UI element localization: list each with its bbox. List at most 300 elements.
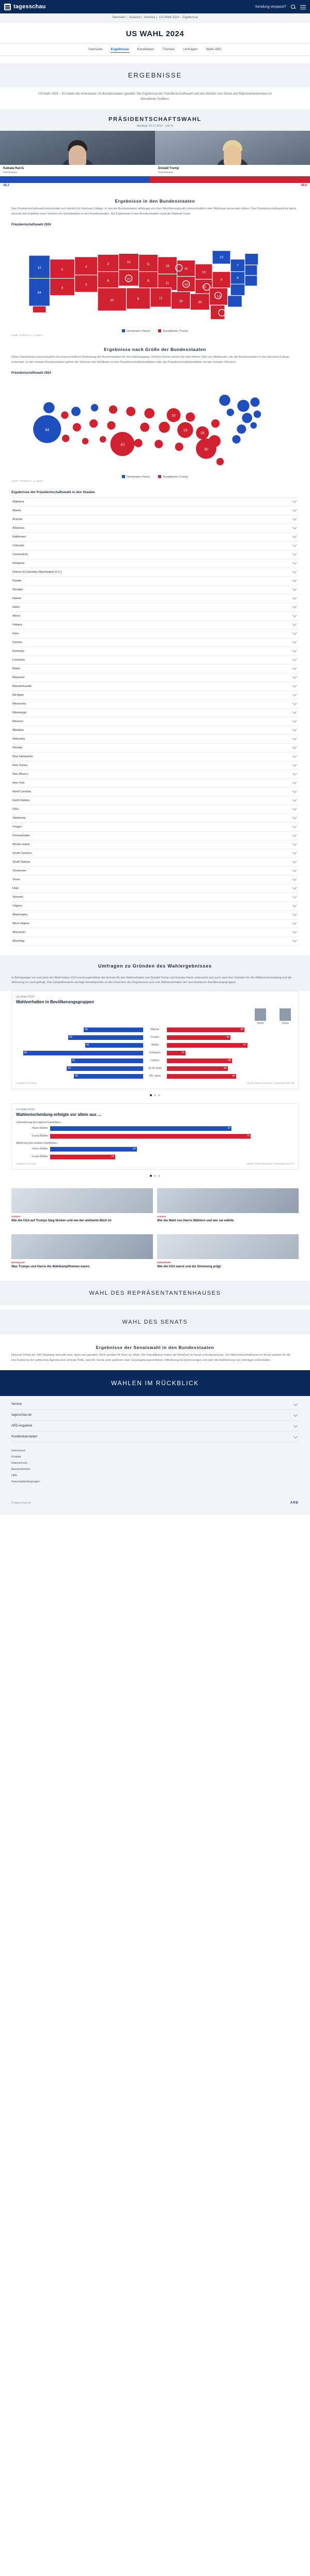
chart1-row <box>16 1058 294 1063</box>
state-label: Oregon <box>12 825 22 829</box>
state-row-maine[interactable] <box>11 665 299 673</box>
electoral-map-source: Quelle: AP/Edison u. a. eigene <box>11 333 43 336</box>
state-row-hawaii[interactable] <box>11 594 299 603</box>
chevron-down-icon <box>292 631 297 635</box>
state-row-west-virginia[interactable] <box>11 919 299 928</box>
states-accordion-title: Ergebnisse der Präsidentschaftswahl in den Staaten <box>11 490 95 494</box>
chart1-title: Wahlverhalten in Bevölkerungsgruppen <box>16 1000 94 1005</box>
harris-name: Kamala Harris <box>3 167 24 171</box>
bubble-legend <box>0 472 310 479</box>
svg-text:30: 30 <box>204 447 208 452</box>
svg-text:19: 19 <box>183 427 188 433</box>
teaser-tag-2: Hintergrund <box>11 1261 25 1264</box>
state-label: Wyoming <box>12 939 25 943</box>
teaser-card-3[interactable] <box>157 1234 299 1269</box>
state-row-colorado[interactable] <box>11 542 299 550</box>
chevron-down-icon <box>292 780 297 784</box>
teaser-card-2[interactable] <box>11 1234 153 1269</box>
page-title: US WAHL 2024 <box>126 29 184 38</box>
bysize-chart-caption: Präsidentschaftswahl 2024 <box>11 371 51 375</box>
chevron-down-icon <box>292 710 297 714</box>
carousel-dot-2[interactable] <box>154 1094 156 1096</box>
chevron-down-icon <box>292 806 297 810</box>
chart1-source: Quelle: Edison Research / Nationaler Exit Poll <box>246 1082 294 1085</box>
footer-link-hilfe[interactable]: Hilfe <box>11 1474 18 1478</box>
house-title: WAHL DES REPRÄSENTANTENHAUSES <box>89 1290 221 1296</box>
state-row-illinois[interactable] <box>11 612 299 621</box>
chart1-legend <box>16 1008 294 1025</box>
tab-themen[interactable]: Themen <box>162 48 175 51</box>
bubble-map-svg <box>5 379 305 472</box>
state-row-new-mexico[interactable] <box>11 770 299 779</box>
carousel-dot-1[interactable] <box>150 1094 152 1096</box>
chart2-row <box>16 1133 294 1139</box>
harris-party: Demokraten <box>3 171 18 175</box>
svg-text:30: 30 <box>198 300 202 304</box>
chevron-down-icon <box>292 587 297 591</box>
teaser-image-3 <box>157 1234 299 1259</box>
state-row-washington[interactable] <box>11 911 299 919</box>
chart2-group-label: Ablehnung des anderen Kandidaten <box>16 1142 57 1145</box>
candidate-harris <box>0 131 155 176</box>
chevron-down-icon <box>292 525 297 529</box>
state-row-tennessee[interactable] <box>11 867 299 876</box>
footer-section-label: ARD-Angebote <box>11 1424 33 1428</box>
state-row-kentucky[interactable] <box>11 647 299 656</box>
state-row-iowa[interactable] <box>11 630 299 638</box>
chart1-category-label: Weiße <box>151 1044 159 1047</box>
results-intro: US-Wahl 2024 – So haben die Amerikaner US-Bundesstaaten gewählt. Die Ergebnisse der Präsidentschaftswahl und des Wahlen zum Senat und Repräsentantenhaus im interaktiven Grafiken. <box>38 93 272 101</box>
state-label: Montana <box>12 728 24 732</box>
tab-umfragen[interactable]: Umfragen <box>183 48 198 51</box>
teaser-row-1 <box>0 1184 310 1230</box>
chart2-group-label: Unterstützung des eigenen Kandidaten <box>16 1121 61 1125</box>
chart1-category-label: 18-29 Jahre <box>148 1067 162 1070</box>
state-label: Colorado <box>12 544 24 547</box>
state-label: Missouri <box>12 719 23 723</box>
footer-section-tagesschau[interactable] <box>11 1410 299 1421</box>
state-row-connecticut[interactable] <box>11 550 299 559</box>
chevron-down-icon <box>293 1423 298 1428</box>
chart2-row <box>16 1126 294 1131</box>
chevron-down-icon <box>292 578 297 582</box>
presidential-subtitle: Wahltag: 05.11.2024 · 100 % <box>136 125 174 128</box>
house-banner <box>0 1281 310 1306</box>
chart1-category-label: 65+ Jahre <box>149 1075 161 1078</box>
state-row-florida[interactable] <box>11 577 299 586</box>
state-row-louisiana[interactable] <box>11 656 299 665</box>
svg-text:14: 14 <box>216 295 221 299</box>
candidate-row <box>0 131 310 176</box>
teaser-card-1[interactable] <box>157 1188 299 1223</box>
breadcrumb-item-0[interactable]: Startseite <box>112 16 126 19</box>
state-row-rhode-island[interactable] <box>11 840 299 849</box>
search-icon[interactable] <box>290 4 296 10</box>
site-footer <box>0 1396 310 1494</box>
bubble-map-source: Quelle: AP/Edison u. a. eigene <box>11 479 43 482</box>
chevron-down-icon <box>292 543 297 547</box>
chart2-value: 74 <box>246 1134 250 1138</box>
state-label: Kentucky <box>12 649 25 653</box>
chevron-down-icon <box>293 1434 298 1438</box>
breadcrumb-item-2[interactable]: Amerika <box>144 16 156 19</box>
senate-result-heading: Ergebnisse der Senatswahl in den Bundesstaaten <box>96 1344 214 1350</box>
state-label: Illinois <box>12 614 21 618</box>
state-label: South Carolina <box>12 851 32 855</box>
svg-text:40: 40 <box>120 442 125 447</box>
bysize-heading: Ergebnisse nach Größe der Bundesstaaten <box>104 346 206 352</box>
state-label: Maryland <box>12 676 25 679</box>
bubbles-republican <box>61 405 224 465</box>
site-header <box>0 0 310 13</box>
harris-legend-label: Harris <box>257 1022 264 1025</box>
chart1-category-label: Frauen <box>151 1036 159 1039</box>
svg-text:11: 11 <box>159 296 163 300</box>
chevron-down-icon <box>292 745 297 749</box>
chevron-down-icon <box>292 657 297 661</box>
state-row-minnesota[interactable] <box>11 700 299 709</box>
footer-section-ard-angebote[interactable] <box>11 1421 299 1432</box>
state-row-virginia[interactable] <box>11 902 299 911</box>
state-row-missouri[interactable] <box>11 717 299 726</box>
state-row-kansas[interactable] <box>11 638 299 647</box>
senate-result-body: Etwa ein Drittel der 100 Sitzplätze wird alle zwei Jahre neu gewählt. 2024 standen 34 Sitze zur Wahl. Die Republikaner haben die Mehrheit im Senat zurückgewonnen. Die Mehrheitsverhältnisse im Senat spielten für die Durchsetzung der politischen Agenda eine zentrale Rolle, weil der Senat unter anderem über Gesetzgebungsverfahren, Mitwirkung bei Ernennungen und über die Ratifizierung von Verträgen entscheidet. <box>11 1353 291 1362</box>
chart2-title: Wahlentscheidung erfolgte vor allem aus ... <box>16 1112 101 1117</box>
trump-thumb <box>280 1008 291 1021</box>
state-row-kalifornien[interactable] <box>11 533 299 542</box>
state-label: New Jersey <box>12 763 28 767</box>
chevron-down-icon <box>292 815 297 819</box>
footer-link-barrierefreiheit[interactable]: Barrierefreiheit <box>11 1468 30 1471</box>
brand-area[interactable] <box>4 4 46 10</box>
chart1-value-trump: 55 <box>240 1028 244 1032</box>
chart2-source: Quelle: Edison Research / Nationaler Exit Poll <box>246 1162 294 1166</box>
svg-text:8: 8 <box>147 279 149 283</box>
state-label: Nebraska <box>12 737 25 741</box>
svg-text:16: 16 <box>172 412 176 418</box>
state-label: Texas <box>12 878 20 881</box>
chevron-down-icon <box>292 639 297 643</box>
chevron-down-icon <box>292 789 297 793</box>
state-row-georgia[interactable] <box>11 586 299 594</box>
footer-section-rundfunkanstalten[interactable] <box>11 1432 299 1443</box>
svg-text:9: 9 <box>61 286 64 290</box>
state-label: Vermont <box>12 895 23 899</box>
bubble-legend-democrats: Demokraten (Harris) <box>122 475 150 479</box>
tab-ergebnisse[interactable]: Ergebnisse <box>111 47 130 53</box>
state-row-pennsylvania[interactable] <box>11 832 299 840</box>
state-row-new-hampshire[interactable] <box>11 753 299 761</box>
senate-title: WAHL DES SENATS <box>122 1318 188 1325</box>
state-row-oregon[interactable] <box>11 823 299 832</box>
teaser-tag-1: Analyse <box>157 1215 166 1218</box>
carousel-dot-1[interactable] <box>150 1175 152 1177</box>
chevron-down-icon <box>293 1413 298 1417</box>
chart1-row <box>16 1050 294 1055</box>
svg-text:19: 19 <box>184 283 188 287</box>
state-row-utah[interactable] <box>11 884 299 893</box>
legend-democrats: Demokraten (Harris) <box>122 329 150 333</box>
chevron-down-icon <box>292 534 297 538</box>
electoral-heading: Ergebnisse in den Bundesstaaten <box>115 198 195 204</box>
electoral-body: Das Präsidentschaftswahl entscheidet sich letztlich im Electoral College. In das die Bundesstaaten abhängig von ihrer Bevölkerungszahl unterschiedlich viele Wahlleute entsenden dürfen. Das Präsidentschaftswahl ist damit deshalb das Ergebnis einer Summe von Einzelwahlen in den Bundesstaaten. Die Ergebnisse in den Bundesstaaten zeigt die folgende Karte. <box>11 207 296 216</box>
chart2-value: 32 <box>133 1147 136 1151</box>
electoral-legend <box>0 326 310 333</box>
teaser-tag-0: Analyse <box>11 1215 21 1218</box>
state-row-wyoming[interactable] <box>11 937 299 946</box>
state-row-nevada[interactable] <box>11 744 299 753</box>
trump-face-shape <box>224 145 241 165</box>
chart1-value-trump: 57 <box>243 1044 246 1047</box>
chevron-down-icon <box>292 921 297 925</box>
state-label: Massachusetts <box>12 684 32 688</box>
chart1-row <box>16 1066 294 1071</box>
chart2-row <box>16 1146 294 1152</box>
state-label: New Mexico <box>12 772 28 776</box>
surveys-body: In Befragungen vor und nach der Wahl haben US-Forschungsinstitute die Gründe für das Wahlverhalten von Donald Trump und Kamala Harris untersucht und auch nach den Gründen für die Wählerentscheidung und die Stimmung im Land gefragt. Das Sympathiewerte wichtige Anhaltspunkte zu den Ursachen des Ergebnisses und zum Wählerverhalten der verschiedenen Bevölkerungsgruppen. <box>0 972 310 991</box>
state-label: Louisiana <box>12 658 25 662</box>
chevron-down-icon <box>292 877 297 881</box>
chart1-value-trump: 43 <box>223 1067 227 1070</box>
chevron-down-icon <box>292 798 297 802</box>
electoral-map[interactable] <box>5 231 305 326</box>
chart1-category-label: Schwarze <box>149 1051 161 1055</box>
state-label: Alaska <box>12 509 21 512</box>
chart2-category-label: Trump-Wähler <box>32 1155 48 1159</box>
carousel-dot-3[interactable] <box>158 1175 160 1177</box>
svg-text:54: 54 <box>45 427 50 432</box>
state-row-north-carolina[interactable] <box>11 788 299 796</box>
state-row-new-york[interactable] <box>11 779 299 788</box>
ard-logo: ARD <box>290 1501 299 1505</box>
teaser-title-0: Wie die USA auf Trumps Sieg blicken und wie der weltweite Blick ist <box>11 1219 112 1223</box>
chart1-category-label: Männer <box>150 1028 160 1032</box>
state-label: North Carolina <box>12 790 32 793</box>
chevron-down-icon <box>292 692 297 696</box>
state-row-oklahoma[interactable] <box>11 814 299 823</box>
state-label: Delaware <box>12 561 25 565</box>
chart1-value-harris: 42 <box>85 1028 88 1032</box>
teaser-title-3: Wie die USA warnt und die Stimmung prägt <box>157 1265 221 1269</box>
footer-bottom <box>0 1494 310 1515</box>
chevron-down-icon <box>292 938 297 942</box>
senate-banner <box>0 1310 310 1335</box>
chevron-down-icon <box>292 674 297 679</box>
svg-text:10: 10 <box>219 255 224 259</box>
state-label: Arizona <box>12 517 22 521</box>
state-label: Virginia <box>12 904 22 908</box>
state-row-dc[interactable] <box>11 568 299 577</box>
chevron-down-icon <box>292 604 297 608</box>
chart1-value-trump: 45 <box>226 1036 229 1039</box>
state-row-montana[interactable] <box>11 726 299 735</box>
footer-section-label: tagesschau.de <box>11 1414 32 1417</box>
chevron-down-icon <box>292 499 297 503</box>
brand-label: tagesschau <box>13 4 46 10</box>
carousel-dot-2[interactable] <box>154 1175 156 1177</box>
state-label: Connecticut <box>12 553 28 556</box>
state-row-arkansas[interactable] <box>11 524 299 533</box>
state-row-north-dakota[interactable] <box>11 796 299 805</box>
chart1-value-trump: 46 <box>228 1059 231 1063</box>
state-row-south-carolina[interactable] <box>11 849 299 858</box>
svg-text:16: 16 <box>200 430 205 435</box>
results-title: ERGEBNISSE <box>128 71 182 79</box>
bubble-legend-republicans: Republikaner (Trump) <box>158 475 188 479</box>
chart1-category-label: Latinos <box>150 1059 160 1063</box>
state-label: Washington <box>12 913 28 916</box>
svg-text:16: 16 <box>202 270 206 274</box>
footer-section-label: Rundfunkanstalten <box>11 1435 38 1439</box>
chart2-kicker: US-Wahl 2024 <box>16 1108 35 1112</box>
state-label: Hawaii <box>12 596 21 600</box>
state-row-arizona[interactable] <box>11 515 299 524</box>
chart2-category-label: Harris-Wähler <box>32 1127 48 1130</box>
svg-text:3: 3 <box>107 262 110 266</box>
state-label: South Dakota <box>12 860 30 864</box>
tab-startseite[interactable]: Startseite <box>88 48 103 51</box>
state-label: Tennessee <box>12 869 27 872</box>
chevron-down-icon <box>292 912 297 916</box>
svg-text:6: 6 <box>61 268 64 272</box>
state-label: Florida <box>12 579 22 582</box>
carousel-dots-1 <box>0 1094 310 1096</box>
state-row-idaho[interactable] <box>11 603 299 612</box>
state-label: Mississippi <box>12 711 27 714</box>
state-row-wisconsin[interactable] <box>11 928 299 937</box>
chevron-down-icon <box>292 508 297 512</box>
tab-wahl-abc[interactable]: Wahl-ABC <box>206 48 222 51</box>
chart1-row <box>16 1035 294 1040</box>
state-row-indiana[interactable] <box>11 621 299 630</box>
state-row-massachusetts[interactable] <box>11 682 299 691</box>
state-label: Oklahoma <box>12 816 26 820</box>
footer-link-datenschutz[interactable]: Datenschutz <box>11 1462 27 1465</box>
electoral-chart-caption: Präsidentschaftswahl 2024 <box>11 223 51 226</box>
svg-text:4: 4 <box>85 265 87 269</box>
footer-link-impressum[interactable]: Impressum <box>11 1449 26 1453</box>
chevron-down-icon <box>292 718 297 723</box>
teaser-title-2: Was Trumps und Harris die Wahlkampfthemen waren <box>11 1265 90 1269</box>
presidential-result-values <box>0 183 310 188</box>
svg-text:12: 12 <box>37 266 41 270</box>
chart2-category-label: Trump-Wähler <box>32 1134 48 1138</box>
state-row-mississippi[interactable] <box>11 709 299 717</box>
candidate-trump <box>155 131 310 176</box>
tab-kandidaten[interactable]: Kandidaten <box>137 48 154 51</box>
footer-link-kontakt[interactable]: Kontakt <box>11 1455 21 1459</box>
svg-text:10: 10 <box>127 260 131 264</box>
chevron-down-icon <box>292 622 297 626</box>
state-row-michigan[interactable] <box>11 691 299 700</box>
chart2-footer <box>16 1162 294 1165</box>
trump-party: Republikaner <box>158 171 174 175</box>
missed-broadcast-link[interactable]: Sendung verpasst? <box>255 5 286 9</box>
svg-text:9: 9 <box>220 278 223 282</box>
svg-text:15: 15 <box>184 267 188 271</box>
state-row-alabama[interactable] <box>11 498 299 507</box>
chart1-bars <box>16 1027 294 1079</box>
teaser-image-2 <box>11 1234 153 1259</box>
chevron-down-icon <box>292 551 297 556</box>
state-row-alaska[interactable] <box>11 507 299 515</box>
chevron-down-icon <box>292 754 297 758</box>
chevron-down-icon <box>292 648 297 652</box>
svg-text:6: 6 <box>85 283 87 287</box>
teaser-card-0[interactable] <box>11 1188 153 1223</box>
state-row-vermont[interactable] <box>11 893 299 902</box>
state-row-nebraska[interactable] <box>11 735 299 744</box>
chart1-value-trump: 49 <box>232 1075 235 1078</box>
page-title-area <box>0 22 310 43</box>
chart2-value: 24 <box>111 1155 114 1159</box>
chart1-value-harris: 49 <box>75 1075 78 1078</box>
chart2-xlabel: Angaben in Prozent <box>16 1162 37 1166</box>
state-row-ohio[interactable] <box>11 805 299 814</box>
chevron-down-icon <box>292 666 297 670</box>
chevron-down-icon <box>292 613 297 617</box>
state-label: West Virginia <box>12 922 29 925</box>
state-label: New Hampshire <box>12 755 33 758</box>
chevron-down-icon <box>292 595 297 600</box>
svg-text:7: 7 <box>237 264 239 268</box>
footer-links <box>11 1443 299 1485</box>
presidential-result-bar <box>0 176 310 183</box>
hamburger-menu-icon[interactable] <box>300 4 306 10</box>
chevron-down-icon <box>292 727 297 731</box>
chart-card-wahlverhalten <box>11 991 299 1089</box>
state-row-south-dakota[interactable] <box>11 858 299 867</box>
overview-title: WAHLEN IM RÜCKBLICK <box>111 1379 199 1387</box>
teaser-row-2 <box>0 1230 310 1276</box>
presidential-title: PRÄSIDENTSCHAFTSWAHL <box>109 116 202 123</box>
overview-banner <box>0 1370 310 1396</box>
electoral-bubble-map[interactable] <box>5 379 305 472</box>
state-label: Utah <box>12 886 19 890</box>
chevron-down-icon <box>292 868 297 872</box>
breadcrumb-item-1[interactable]: Ausland <box>129 16 141 19</box>
state-row-texas[interactable] <box>11 876 299 884</box>
state-label: Iowa <box>12 632 19 635</box>
carousel-dot-3[interactable] <box>158 1094 160 1096</box>
chart-card-wahlentscheidung <box>11 1103 299 1170</box>
teaser-image-1 <box>157 1188 299 1213</box>
chevron-down-icon <box>292 885 297 890</box>
chevron-down-icon <box>292 771 297 775</box>
footer-section-service[interactable] <box>11 1399 299 1410</box>
chevron-down-icon <box>292 894 297 898</box>
state-label: Indiana <box>12 623 22 626</box>
carousel-dots-2 <box>0 1175 310 1177</box>
chevron-down-icon <box>292 850 297 854</box>
chart2-bars <box>16 1121 294 1159</box>
chart1-kicker: US-Wahl 2024 <box>16 995 35 999</box>
chevron-down-icon <box>292 569 297 573</box>
state-label: Rhode Island <box>12 842 29 846</box>
state-row-maryland[interactable] <box>11 673 299 682</box>
trump-photo <box>155 131 310 165</box>
svg-text:16: 16 <box>179 299 183 303</box>
state-row-new-jersey[interactable] <box>11 761 299 770</box>
svg-text:40: 40 <box>110 298 114 302</box>
harris-result-bar <box>0 176 150 183</box>
breadcrumb: Startseite | Ausland | Amerika | US-Wahl 2024 – Ergebnisse <box>0 13 310 22</box>
state-row-delaware[interactable] <box>11 559 299 568</box>
chart1-legend-harris <box>255 1008 266 1025</box>
teaser-title-1: Wie die Wahl von Harris Wählern und wer sie wählte <box>157 1219 234 1223</box>
chart1-xlabel: Angaben in Prozent <box>16 1082 37 1085</box>
footer-link-nutzungsbedingungen[interactable]: Nutzungsbedingungen <box>11 1480 40 1484</box>
